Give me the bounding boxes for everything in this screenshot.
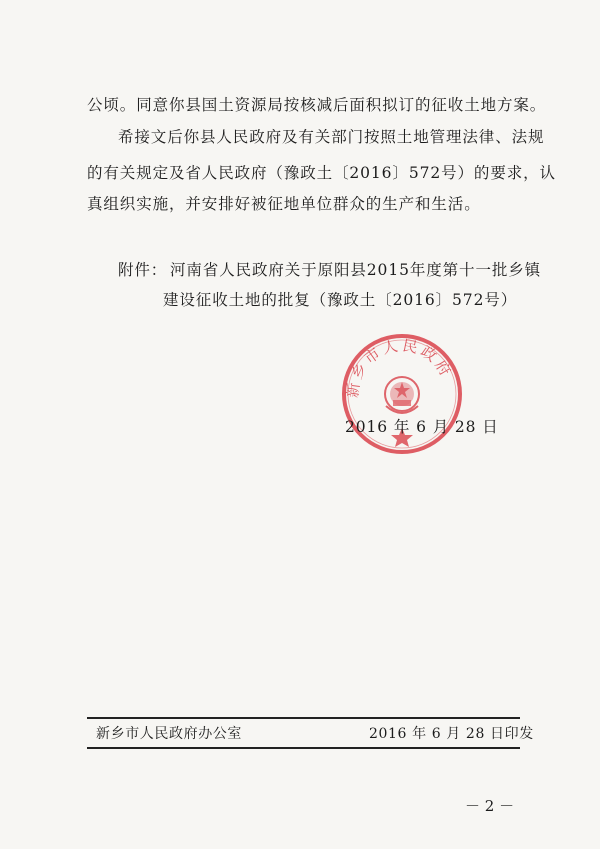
body-line-1: 公顷。同意你县国土资源局按核减后面积拟订的征收土地方案。	[87, 96, 547, 114]
footer-print-date: 2016 年 6 月 28 日印发	[369, 726, 534, 742]
body-line-4: 真组织实施，并安排好被征地单位群众的生产和生活。	[87, 195, 481, 213]
footer-rule-top	[87, 717, 520, 719]
body-line-3: 的有关规定及省人民政府（豫政土〔2016〕572号）的要求，认	[87, 164, 556, 182]
page-number: － 2 －	[465, 797, 515, 815]
attachment-label: 附件：	[118, 261, 168, 279]
footer-issuer: 新乡市人民政府办公室	[96, 726, 242, 742]
issue-date: 2016 年 6 月 28 日	[345, 418, 499, 436]
emblem-icon	[385, 377, 419, 413]
attachment-line-1: 河南省人民政府关于原阳县2015年度第十一批乡镇	[170, 261, 542, 279]
body-line-2: 希接文后你县人民政府及有关部门按照土地管理法律、法规	[118, 128, 545, 146]
footer-rule-bottom	[87, 747, 520, 749]
seal-text: 新乡市人民政府	[343, 336, 457, 399]
attachment-line-2: 建设征收土地的批复（豫政土〔2016〕572号）	[163, 291, 518, 309]
official-seal	[338, 330, 466, 458]
